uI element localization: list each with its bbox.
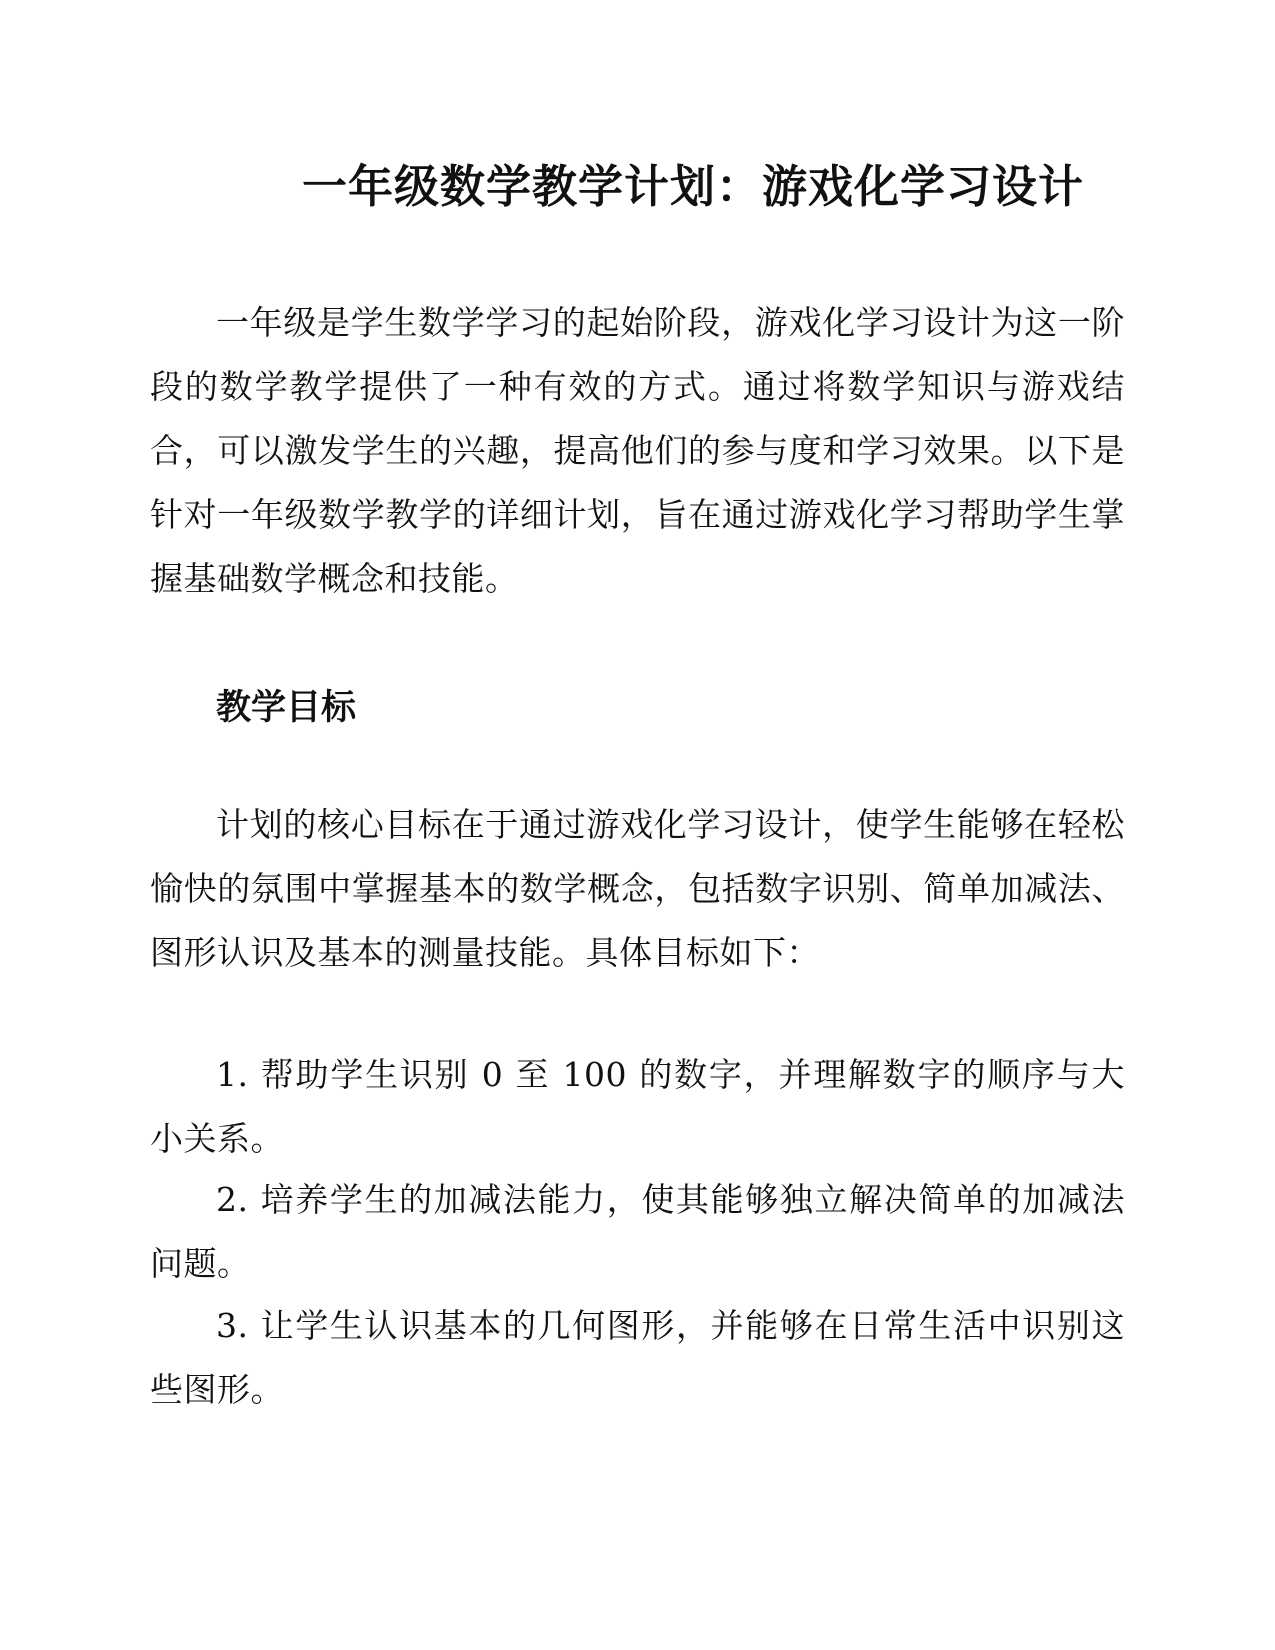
goal-item: 2. 培养学生的加减法能力，使其能够独立解决简单的加减法问题。 (150, 1180, 1125, 1283)
intro-paragraph: 一年级是学生数学学习的起始阶段，游戏化学习设计为这一阶段的数学教学提供了一种有效的方式。通过将数学知识与游戏结合，可以激发学生的兴趣，提高他们的参与度和学习效果。以下是针对一年级数学教学的详细计划，旨在通过游戏化学习帮助学生掌握基础数学概念和技能。 (150, 303, 1125, 598)
document-title: 一年级数学教学计划：游戏化学习设计 (301, 160, 1084, 213)
goal-item: 1. 帮助学生识别 0 至 100 的数字，并理解数字的顺序与大小关系。 (150, 1055, 1125, 1158)
goals-intro-paragraph: 计划的核心目标在于通过游戏化学习设计，使学生能够在轻松愉快的氛围中掌握基本的数学概念，包括数字识别、简单加减法、图形认识及基本的测量技能。具体目标如下： (150, 805, 1125, 972)
goal-item: 3. 让学生认识基本的几何图形，并能够在日常生活中识别这些图形。 (150, 1306, 1125, 1409)
section-heading-teaching-goals: 教学目标 (216, 688, 357, 728)
